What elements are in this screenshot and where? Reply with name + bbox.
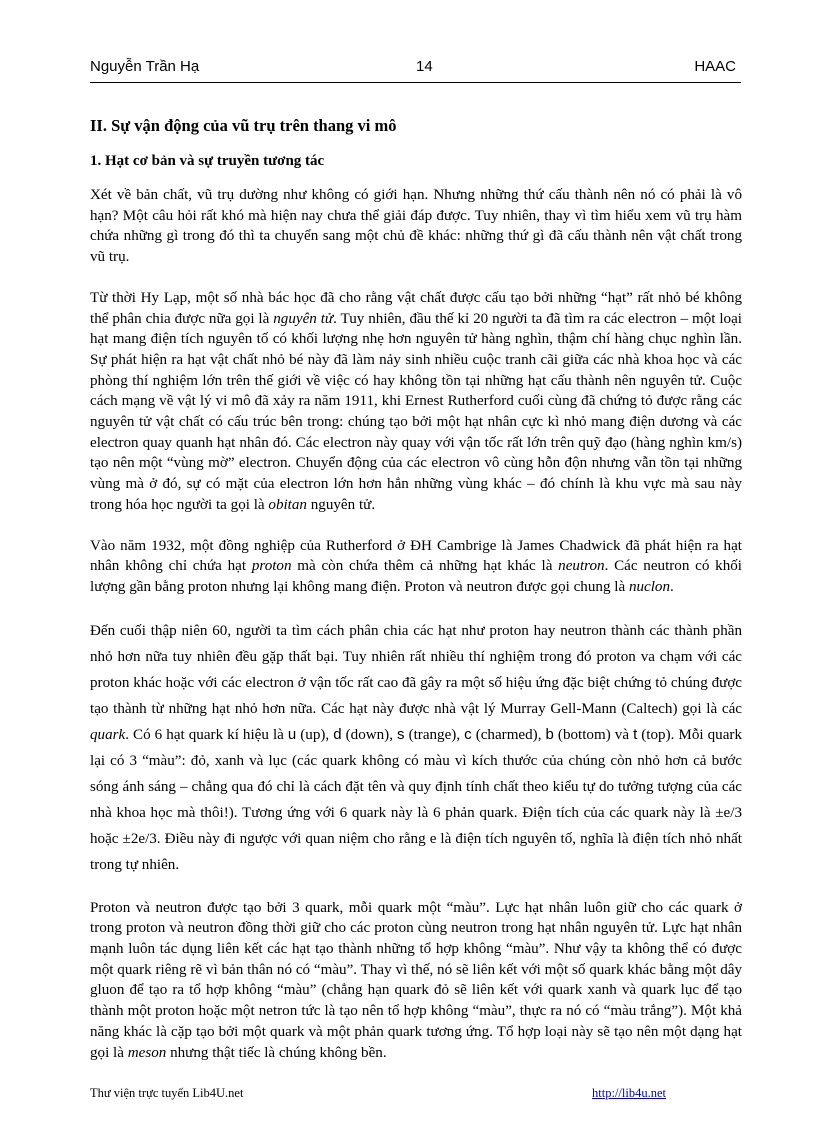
header-rule: [90, 82, 741, 83]
document-body: [90, 115, 742, 1083]
p4-text-s: (trange),: [404, 726, 465, 743]
p4-text-d: (down),: [341, 726, 398, 743]
p4-text-u: (up),: [296, 726, 334, 743]
footer-library: Thư viện trực tuyến Lib4U.net: [90, 1086, 244, 1100]
quark-symbol-d: d: [333, 725, 342, 743]
page-header: [90, 58, 740, 82]
term-meson: meson: [127, 1044, 167, 1061]
header-author: Nguyễn Trần Hạ: [90, 58, 200, 75]
p3-text-b: mà còn chứa thêm cả những hạt khác là: [291, 558, 559, 575]
term-neutron: neutron: [558, 558, 605, 575]
p5-text-b: nhưng thật tiếc là chúng không bền.: [166, 1044, 387, 1061]
subsection-title: 1. Hạt cơ bản và sự truyền tương tác: [90, 153, 325, 169]
paragraph-4: [90, 618, 742, 878]
quark-symbol-u: u: [287, 725, 297, 743]
quark-symbol-c: c: [464, 725, 472, 743]
header-org: HAAC: [694, 58, 736, 75]
quark-symbol-t: t: [633, 725, 638, 743]
footer-link[interactable]: http://lib4u.net: [592, 1086, 666, 1100]
paragraph-5: [90, 898, 742, 1064]
paragraph-3: [90, 536, 742, 598]
paragraph-2: [90, 288, 742, 516]
p2-text-c: nguyên tử.: [306, 496, 376, 513]
term-orbital: obitan: [268, 496, 307, 513]
p3-text-c: . Các neutron có khối lượng gần bằng proton nhưng lại không mang điện. Proton và neutron được gọi chung là: [90, 558, 742, 595]
paragraph-1: Xét về bản chất, vũ trụ dường như không có giới hạn. Nhưng những thứ cấu thành nên nó có phải là vô hạn? Một câu hỏi rất khó mà hiện nay chưa thể giải đáp được. Tuy nhiên, thay vì tìm hiểu xem vũ trụ hàm chứa những gì trong đó thì ta chuyển sang một chủ đề khác: những thứ gì đã cấu thành nên vật chất trong vũ trụ.: [90, 187, 742, 266]
term-atom: nguyên tử: [273, 310, 334, 327]
p4-text-b2: (bottom) và: [553, 726, 634, 743]
p5-text-a: Proton và neutron được tạo bởi 3 quark, mỗi quark một “màu”. Lực hạt nhân luôn giữ cho các quark ở trong proton và neutron đồng thời giữ cho các proton cùng neutron trong hạt nhân nguyên tử. Lực hạt nhân mạnh luôn tác dụng liên kết các hạt tạo thành những tổ hợp không “màu”. Như vậy ta không thể có được một quark riêng rẽ vì bản thân nó có “màu”. Thay vì thế, nó sẽ liên kết với một số quark khác bằng một dây gluon để tạo ra tổ hợp không “màu” (chẳng hạn quark đỏ sẽ liên kết với quark xanh và quark lục để tạo thành một proton hoặc một netron tức là tạo nên tổ hợp không “màu”, thực ra nó có “màu trắng”). Một khả năng khác là cặp tạo bởi một quark và một phản quark tương ứng. Tổ hợp loại này sẽ tạo nên một dạng hạt gọi là: [90, 899, 742, 1061]
quark-symbol-b: b: [545, 725, 554, 743]
term-quark: quark: [90, 726, 126, 743]
p4-text-t: (top). Mỗi quark lại có 3 “màu”: đỏ, xanh và lục (các quark không có màu vì kích thước của chúng còn nhỏ hơn cả bước sóng ánh sáng – chẳng qua đó chỉ là cách đặt tên và quy định tính chất theo kiểu tự do tưởng tượng của các nhà khoa học mà thôi!). Tương ứng với 6 quark này là 6 phản quark. Điện tích của các quark này là ±e/3 hoặc ±2e/3. Điều này đi ngược với quan niệm cho rằng e là điện tích nguyên tố, nghĩa là điện tích nhỏ nhất trong tự nhiên.: [90, 726, 742, 873]
p4-text-b: . Có 6 hạt quark kí hiệu là: [125, 726, 288, 743]
p3-text-a: Vào năm 1932, một đồng nghiệp của Rutherford ở ĐH Cambrige là James Chadwick đã phát hiện ra hạt nhân không chỉ chứa hạt: [90, 537, 742, 575]
term-proton: proton: [251, 558, 292, 575]
p2-text-b: . Tuy nhiên, đầu thế kỉ 20 người ta đã tìm ra các electron – một loại hạt mang điện tích nguyên tố có khối lượng nhẹ hơn nguyên tử hàng nghìn, thậm chí hàng chục nghìn lần. Sự phát hiện ra hạt vật chất nhỏ bé này đã làm nảy sinh nhiều cuộc tranh cãi giữa các nhà khoa học và các phòng thí nghiệm lớn trên thế giới về việc có hay không tồn tại những hạt cấu thành nên nguyên tử. Cuộc cách mạng về vật lý vi mô đã xảy ra năm 1911, khi Ernest Rutherford cuối cùng đã chứng tỏ được rằng các nguyên tử vật chất có cấu trúc bên trong: chúng tạo bởi một hạt nhân cực kì nhỏ mang điện dương và các electron quay quanh hạt nhân đó. Các electron này quay với vận tốc rất lớn trên quỹ đạo (hàng nghìn km/s) tạo nên một “vùng mờ” electron. Chuyển động của các electron vô cùng hỗn độn nhưng vẫn tồn tại những vùng mà ở đó, sự có mặt của electron lớn hơn hẳn những vùng khác – đó chính là khu vực mà sau này trong hóa học người ta gọi là: [90, 310, 742, 513]
p3-text-d: .: [670, 578, 674, 595]
term-nuclon: nuclon: [628, 578, 671, 595]
header-page-number: 14: [416, 58, 433, 75]
p4-text-a: Đến cuối thập niên 60, người ta tìm cách phân chia các hạt như proton hay neutron thành các thành phần nhỏ hơn nữa tuy nhiên đều gặp thất bại. Tuy nhiên rất nhiều thí nghiệm trong đó proton va chạm với các proton khác hoặc với các electron ở vận tốc rất cao đã gây ra một số hiệu ứng đặc biệt chứng tỏ chúng được tạo thành từ những hạt nhỏ hơn nữa. Các hạt này được nhà vật lý Murray Gell-Mann (Caltech) gọi là các: [90, 622, 742, 717]
page-footer: [90, 1086, 666, 1104]
p2-text-a: Từ thời Hy Lạp, một số nhà bác học đã cho rằng vật chất được cấu tạo bởi những “hạt” rất nhỏ bé không thể phân chia được nữa gọi là: [90, 289, 742, 327]
section-title: II. Sự vận động của vũ trụ trên thang vi mô: [90, 116, 397, 135]
quark-symbol-s: s: [397, 725, 405, 743]
p4-text-c: (charmed),: [471, 726, 546, 743]
